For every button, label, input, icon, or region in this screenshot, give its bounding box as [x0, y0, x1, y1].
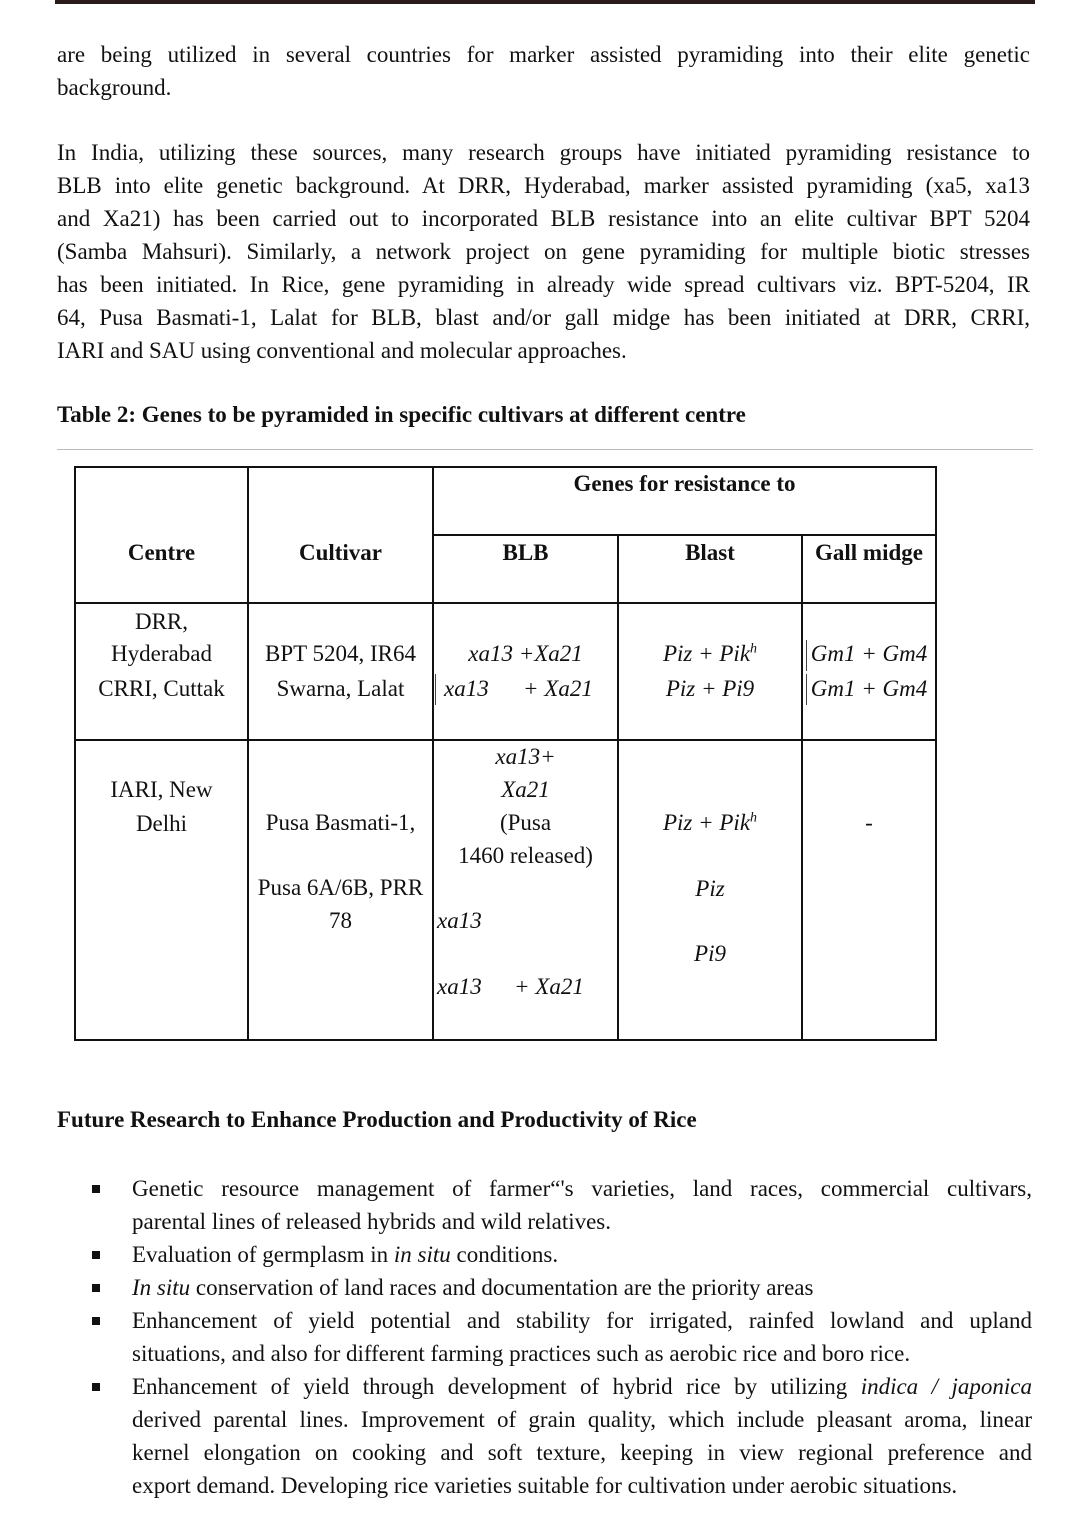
table-caption: Table 2: Genes to be pyramided in specific cultivars at different centre	[57, 402, 746, 427]
cell-cultivar: Pusa Basmati-1,	[265, 810, 416, 835]
cell-blb: xa13	[444, 676, 489, 701]
cell-centre: IARI, New	[110, 777, 213, 802]
cell-gall-midge: Gm1 + Gm4	[810, 641, 928, 666]
header-blb: BLB	[502, 540, 549, 565]
cell-blb: xa13+	[495, 744, 556, 769]
cell-blb: + Xa21	[514, 974, 584, 999]
blast-gene-text: Piz + Pik	[662, 641, 751, 666]
cell-cultivar: BPT 5204, IR64	[264, 641, 417, 666]
cell-inner-border	[435, 674, 436, 705]
research-list	[92, 1172, 1032, 1502]
header-cultivar: Cultivar	[298, 540, 383, 565]
list-line: export demand. Developing rice varieties suitable for cultivation under aerobic situations.	[132, 1473, 958, 1498]
cell-cultivar: Pusa 6A/6B, PRR	[257, 875, 424, 900]
table-border	[247, 466, 249, 1041]
header-centre: Centre	[127, 540, 196, 565]
list-item	[92, 1304, 1032, 1370]
list-text: Enhancement of yield through development of hybrid rice by utilizing	[132, 1374, 861, 1399]
superscript: h	[750, 641, 758, 657]
header-blast: Blast	[685, 540, 735, 565]
bullet-icon	[92, 1251, 100, 1259]
list-line: Genetic resource management of farmer“'s varieties, land races, commercial cultivars,	[132, 1176, 1032, 1201]
table-border	[74, 466, 76, 1041]
list-line	[132, 1370, 1032, 1403]
paragraph-line: BLB into elite genetic background. At DRR, Hyderabad, marker assisted pyramiding (xa5, xa13	[57, 173, 1030, 198]
cell-centre: CRRI, Cuttak	[98, 676, 225, 701]
table-border	[617, 534, 619, 1041]
list-line: Enhancement of yield potential and stability for irrigated, rainfed lowland and upland	[132, 1308, 1032, 1333]
cell-blb: (Pusa	[499, 810, 552, 835]
group-header: Genes for resistance to	[573, 471, 796, 496]
list-text-italic: in situ	[393, 1242, 451, 1267]
paragraph-line: has been initiated. In Rice, gene pyramiding in already wide spread cultivars viz. BPT-5204, IR	[57, 272, 1030, 297]
top-border	[55, 0, 1035, 4]
table-border	[74, 1039, 937, 1041]
table-border	[801, 534, 803, 1041]
paragraph-line: In India, utilizing these sources, many research groups have initiated pyramiding resistance to	[57, 140, 1030, 165]
cell-blast	[619, 641, 801, 667]
cell-inner-border	[806, 674, 807, 705]
blast-gene-text: Piz + Pik	[662, 810, 751, 835]
intro-paragraph	[57, 38, 1030, 104]
bullet-icon	[92, 1383, 100, 1391]
list-text: conservation of land races and documentation are the priority areas	[190, 1275, 814, 1300]
cell-blast: Pi9	[694, 941, 726, 966]
bullet-icon	[92, 1185, 100, 1193]
cell-gall-midge: Gm1 + Gm4	[810, 676, 928, 701]
list-item	[92, 1238, 1032, 1271]
caption-divider	[57, 449, 1033, 450]
cell-blb: + Xa21	[523, 676, 593, 701]
cell-blb: Xa21	[501, 777, 550, 802]
cell-cultivar: Swarna, Lalat	[276, 676, 405, 701]
cell-blb: xa13	[437, 974, 482, 999]
paragraph-line: (Samba Mahsuri). Similarly, a network project on gene pyramiding for multiple biotic stresses	[57, 239, 1030, 264]
table-border	[74, 602, 937, 604]
intro-line: background.	[57, 75, 172, 100]
list-text: conditions.	[450, 1242, 559, 1267]
cell-blast	[619, 810, 801, 836]
cell-blast: Piz + Pi9	[665, 676, 755, 701]
superscript: h	[750, 810, 758, 826]
cell-blb: 1460 released)	[458, 843, 593, 868]
table-border	[432, 534, 937, 536]
cell-blb: xa13 +Xa21	[468, 641, 583, 666]
table-border	[432, 466, 434, 1041]
list-item	[92, 1271, 1032, 1304]
list-text-italic: In situ	[132, 1275, 191, 1300]
bullet-icon	[92, 1284, 100, 1292]
list-text: Evaluation of germplasm in	[132, 1242, 394, 1267]
section-heading: Future Research to Enhance Production and Productivity of Rice	[57, 1107, 697, 1132]
paragraph-line: IARI and SAU using conventional and molecular approaches.	[57, 338, 627, 363]
list-line: parental lines of released hybrids and wild relatives.	[132, 1209, 612, 1234]
cell-blb: xa13	[437, 908, 482, 933]
list-line: situations, and also for different farming practices such as aerobic rice and boro rice.	[132, 1341, 911, 1366]
cell-centre: Hyderabad	[111, 641, 212, 666]
list-item	[92, 1172, 1032, 1238]
india-paragraph	[57, 136, 1030, 367]
cell-centre: DRR,	[134, 609, 189, 634]
cell-cultivar: 78	[329, 908, 352, 933]
list-line: derived parental lines. Improvement of grain quality, which include pleasant aroma, linear	[132, 1407, 1032, 1432]
cell-gall-midge: -	[865, 810, 873, 835]
table-border	[74, 739, 937, 741]
paragraph-line: and Xa21) has been carried out to incorporated BLB resistance into an elite cultivar BPT 5204	[57, 206, 1030, 231]
cell-centre: Delhi	[135, 811, 188, 836]
list-line: kernel elongation on cooking and soft texture, keeping in view regional preference and	[132, 1440, 1032, 1465]
bullet-icon	[92, 1317, 100, 1325]
table-border	[74, 466, 937, 468]
header-gall-midge: Gall midge	[815, 540, 923, 565]
table-border	[935, 466, 937, 1041]
paragraph-line: 64, Pusa Basmati-1, Lalat for BLB, blast and/or gall midge has been initiated at DRR, CRRI,	[57, 305, 1030, 330]
cell-blast: Piz	[695, 876, 725, 901]
intro-line: are being utilized in several countries for marker assisted pyramiding into their elite genetic	[57, 42, 1030, 67]
cell-inner-border	[806, 640, 807, 671]
list-item	[92, 1370, 1032, 1502]
list-text-italic: indica / japonica	[860, 1374, 1032, 1399]
